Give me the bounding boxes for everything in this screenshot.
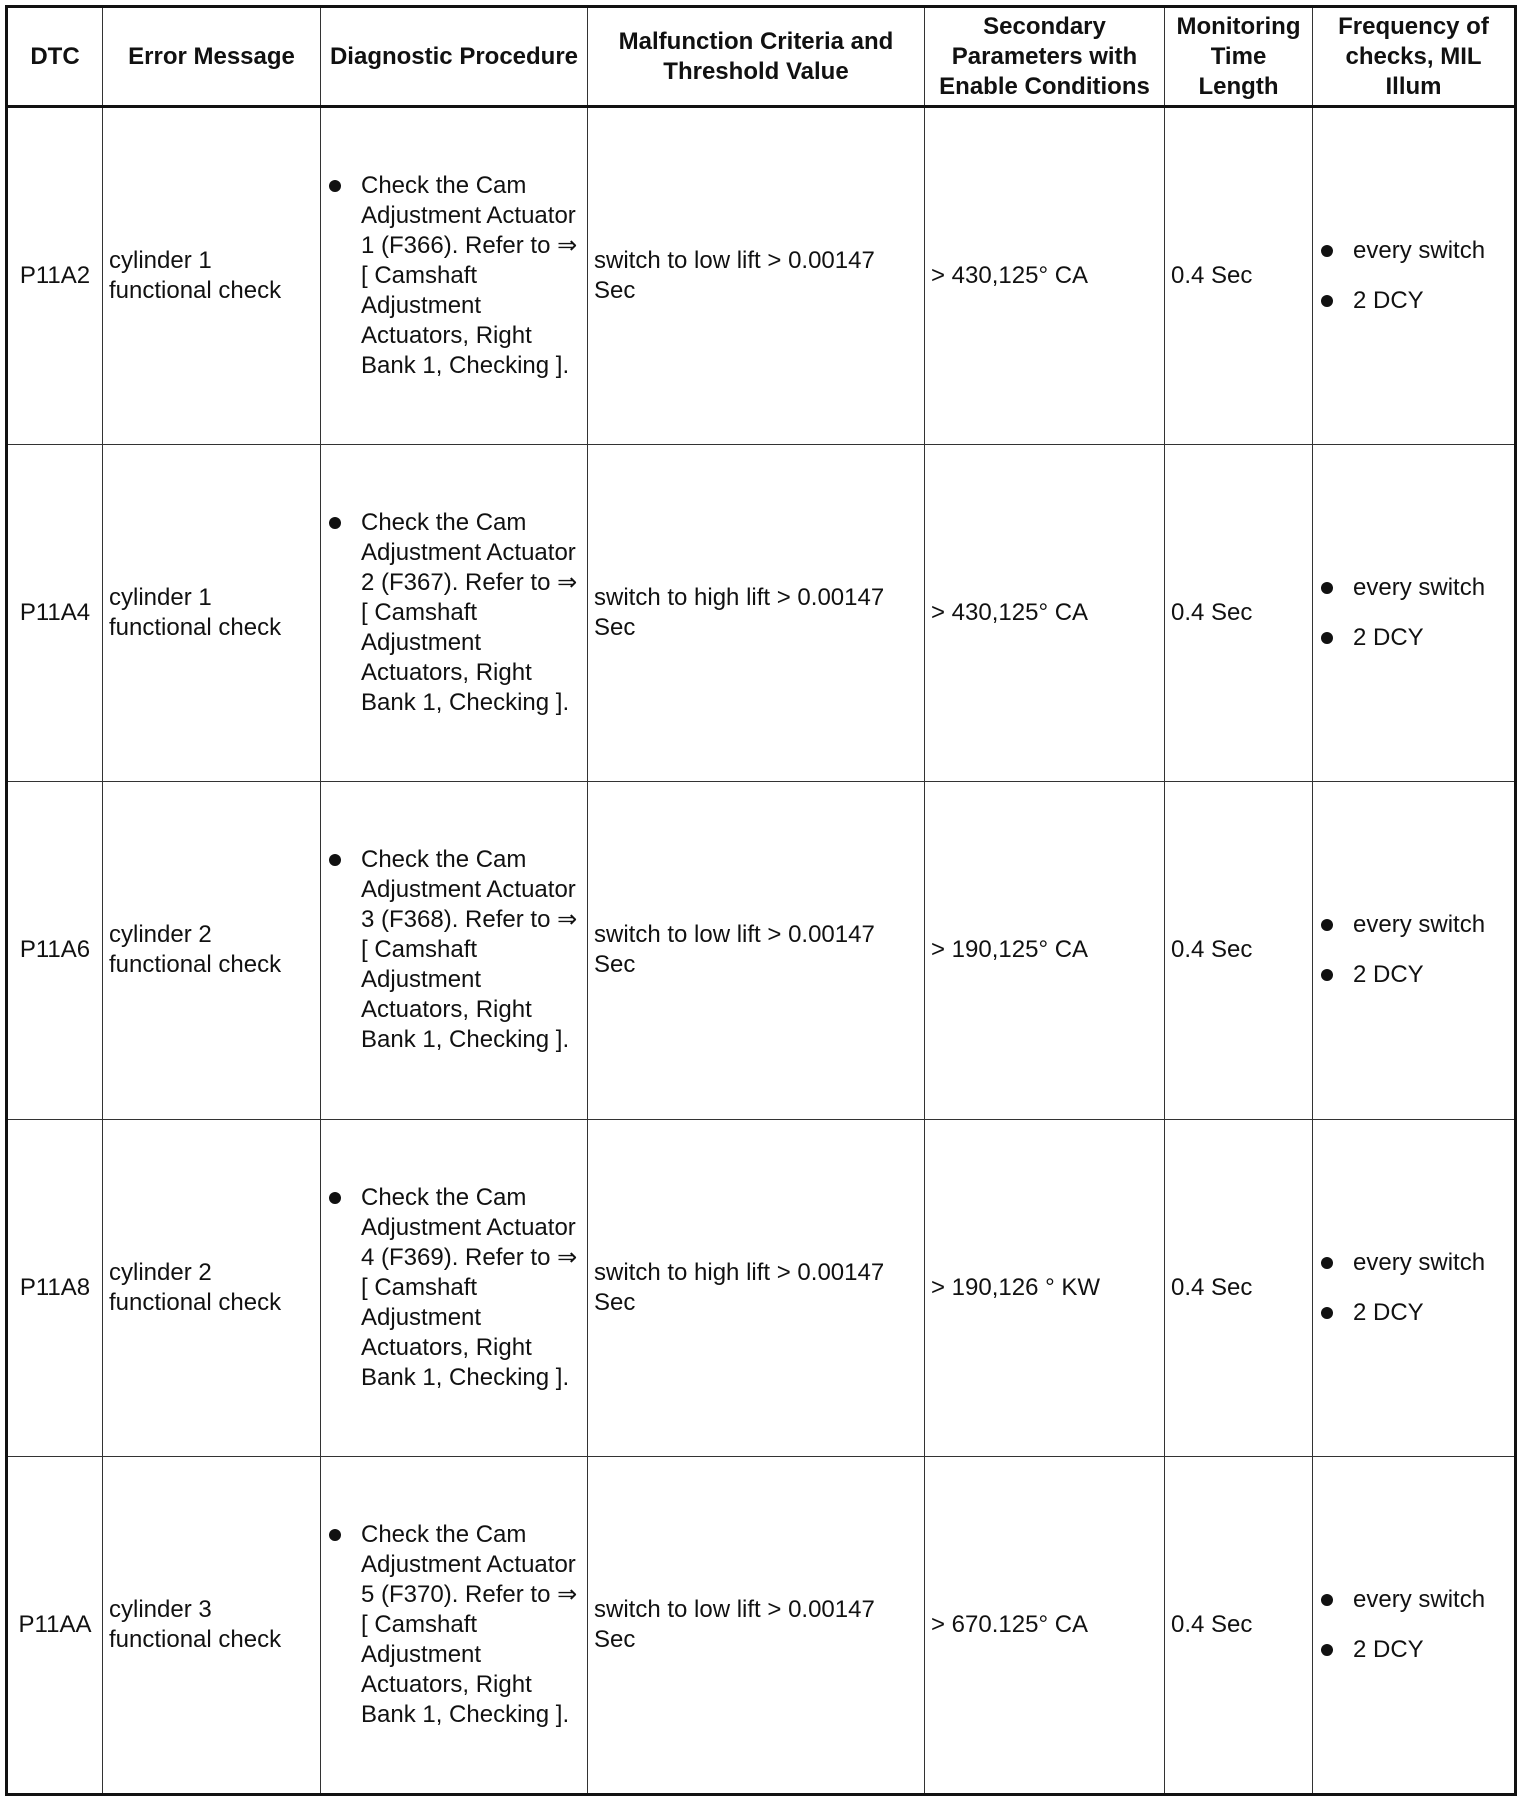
malfunction-criteria: switch to low lift > 0.00147 Sec (588, 782, 925, 1119)
mil-item (1319, 623, 1508, 653)
mil-text: 2 DCY (1353, 287, 1424, 315)
frequency-item (1319, 910, 1508, 940)
secondary-parameters: > 190,125° CA (925, 782, 1165, 1119)
mil-item (1319, 960, 1508, 990)
frequency-of-checks (1313, 1456, 1516, 1794)
bullet-icon (1321, 919, 1333, 931)
monitoring-time: 0.4 Sec (1165, 782, 1313, 1119)
bullet-icon (1321, 245, 1333, 257)
frequency-text: every switch (1353, 911, 1486, 939)
diagnostic-procedure (321, 107, 588, 445)
bullet-icon (329, 180, 341, 192)
frequency-of-checks (1313, 107, 1516, 445)
header-error-message: Error Message (103, 7, 321, 107)
bullet-icon (1321, 1307, 1333, 1319)
error-message: cylinder 2 functional check (103, 782, 321, 1119)
bullet-icon (1321, 295, 1333, 307)
table-row (7, 107, 1516, 445)
bullet-icon (329, 1192, 341, 1204)
frequency-text: every switch (1353, 237, 1486, 265)
frequency-of-checks (1313, 445, 1516, 782)
secondary-parameters: > 430,125° CA (925, 445, 1165, 782)
procedure-item (327, 1520, 581, 1730)
secondary-parameters: > 190,126 ° KW (925, 1119, 1165, 1456)
frequency-text: every switch (1353, 574, 1486, 602)
procedure-text: Check the Cam Adjustment Actuator 2 (F367). Refer to ⇒ [ Camshaft Adjustment Actuators, Right Bank 1, Checking ]. (361, 509, 578, 717)
malfunction-criteria: switch to high lift > 0.00147 Sec (588, 445, 925, 782)
diagnostic-procedure (321, 445, 588, 782)
malfunction-criteria: switch to low lift > 0.00147 Sec (588, 1456, 925, 1794)
procedure-text: Check the Cam Adjustment Actuator 1 (F366). Refer to ⇒ [ Camshaft Adjustment Actuators, Right Bank 1, Checking ]. (361, 172, 578, 380)
frequency-item (1319, 236, 1508, 266)
monitoring-time: 0.4 Sec (1165, 1119, 1313, 1456)
procedure-item (327, 1183, 581, 1393)
frequency-text: every switch (1353, 1248, 1486, 1276)
procedure-item (327, 845, 581, 1055)
secondary-parameters: > 670.125° CA (925, 1456, 1165, 1794)
dtc-code: P11A8 (7, 1119, 103, 1456)
procedure-item (327, 171, 581, 381)
table-row (7, 1456, 1516, 1794)
frequency-item (1319, 1248, 1508, 1278)
mil-text: 2 DCY (1353, 1298, 1424, 1326)
bullet-icon (1321, 1644, 1333, 1656)
header-dtc: DTC (7, 7, 103, 107)
bullet-icon (1321, 632, 1333, 644)
frequency-of-checks (1313, 1119, 1516, 1456)
bullet-icon (1321, 582, 1333, 594)
error-message: cylinder 3 functional check (103, 1456, 321, 1794)
monitoring-time: 0.4 Sec (1165, 1456, 1313, 1794)
procedure-text: Check the Cam Adjustment Actuator 3 (F368). Refer to ⇒ [ Camshaft Adjustment Actuators, Right Bank 1, Checking ]. (361, 846, 578, 1054)
header-row (7, 7, 1516, 107)
dtc-code: P11A2 (7, 107, 103, 445)
procedure-text: Check the Cam Adjustment Actuator 4 (F369). Refer to ⇒ [ Camshaft Adjustment Actuators, Right Bank 1, Checking ]. (361, 1183, 578, 1391)
error-message: cylinder 1 functional check (103, 445, 321, 782)
monitoring-time: 0.4 Sec (1165, 107, 1313, 445)
dtc-code: P11A4 (7, 445, 103, 782)
table-row (7, 1119, 1516, 1456)
frequency-item (1319, 573, 1508, 603)
dtc-code: P11AA (7, 1456, 103, 1794)
bullet-icon (329, 517, 341, 529)
diagnostic-procedure (321, 1119, 588, 1456)
error-message: cylinder 2 functional check (103, 1119, 321, 1456)
mil-item (1319, 286, 1508, 316)
mil-text: 2 DCY (1353, 961, 1424, 989)
frequency-item (1319, 1585, 1508, 1615)
header-monitoring-time: Monitoring Time Length (1165, 7, 1313, 107)
bullet-icon (329, 1529, 341, 1541)
secondary-parameters: > 430,125° CA (925, 107, 1165, 445)
monitoring-time: 0.4 Sec (1165, 445, 1313, 782)
bullet-icon (1321, 969, 1333, 981)
error-message: cylinder 1 functional check (103, 107, 321, 445)
procedure-item (327, 508, 581, 718)
bullet-icon (329, 854, 341, 866)
table-row (7, 782, 1516, 1119)
header-secondary-parameters: Secondary Parameters with Enable Conditions (925, 7, 1165, 107)
diagnostic-procedure (321, 782, 588, 1119)
diagnostic-procedure (321, 1456, 588, 1794)
mil-item (1319, 1635, 1508, 1665)
procedure-text: Check the Cam Adjustment Actuator 5 (F370). Refer to ⇒ [ Camshaft Adjustment Actuators, Right Bank 1, Checking ]. (361, 1520, 578, 1728)
malfunction-criteria: switch to low lift > 0.00147 Sec (588, 107, 925, 445)
bullet-icon (1321, 1594, 1333, 1606)
table-row (7, 445, 1516, 782)
header-malfunction-criteria: Malfunction Criteria and Threshold Value (588, 7, 925, 107)
header-frequency: Frequency of checks, MIL Illum (1313, 7, 1516, 107)
mil-item (1319, 1298, 1508, 1328)
frequency-of-checks (1313, 782, 1516, 1119)
mil-text: 2 DCY (1353, 624, 1424, 652)
mil-text: 2 DCY (1353, 1635, 1424, 1663)
bullet-icon (1321, 1257, 1333, 1269)
header-diagnostic-procedure: Diagnostic Procedure (321, 7, 588, 107)
malfunction-criteria: switch to high lift > 0.00147 Sec (588, 1119, 925, 1456)
frequency-text: every switch (1353, 1585, 1486, 1613)
dtc-code: P11A6 (7, 782, 103, 1119)
dtc-table (5, 5, 1517, 1796)
